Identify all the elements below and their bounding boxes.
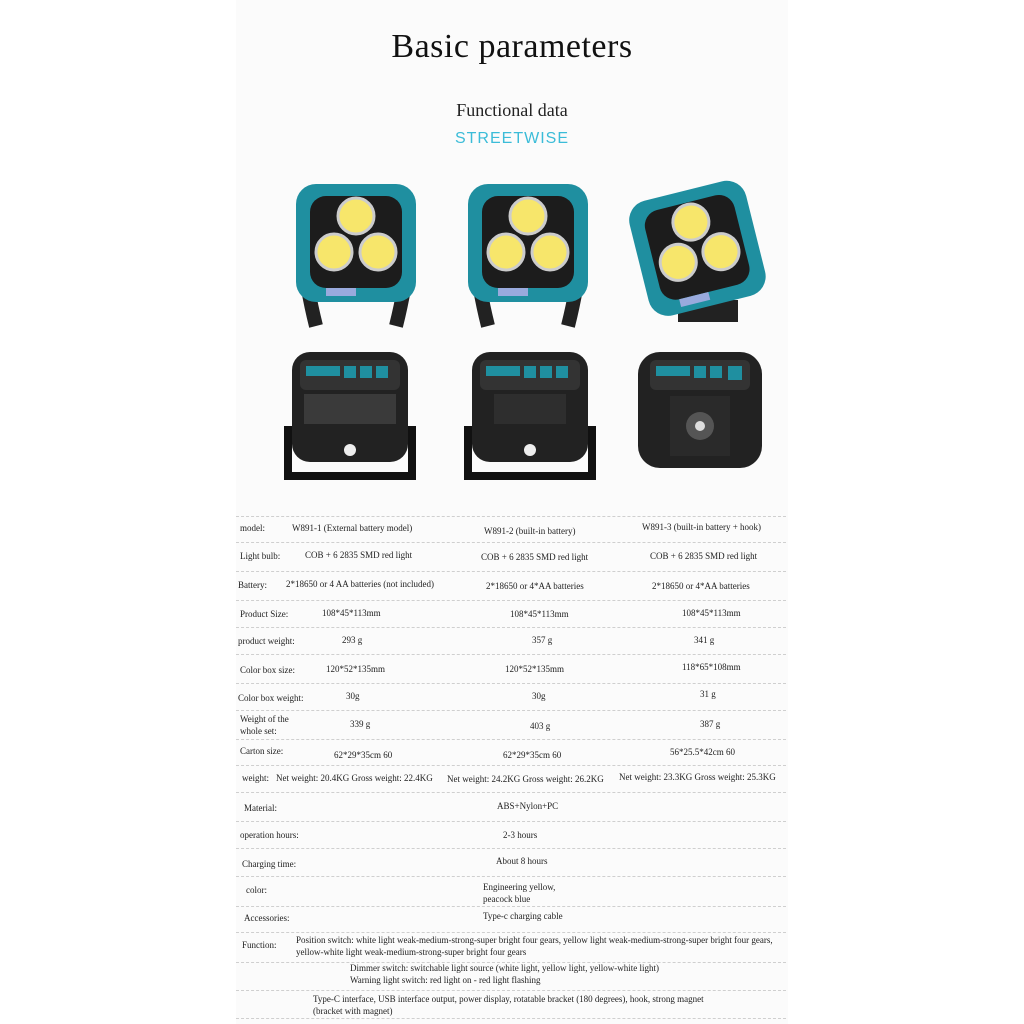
spec-value-model-1: W891-1 (External battery model) xyxy=(292,523,413,533)
product-w891-3-back-image xyxy=(630,346,770,486)
table-divider xyxy=(236,792,786,793)
spec-label-product-size: Product Size: xyxy=(240,609,289,619)
spec-value-function-positions: Position switch: white light weak-medium-strong-super bright four gears, yellow light weak-medium-strong-super bright four gears, yellow-white light weak-medium-strong-super bright four gears xyxy=(296,935,773,957)
spec-label-material: Material: xyxy=(244,803,277,813)
spec-value-battery-1: 2*18650 or 4 AA batteries (not included) xyxy=(286,579,434,589)
spec-label-model: model: xyxy=(240,523,265,533)
spec-label-battery: Battery: xyxy=(238,580,267,590)
spec-value-whole-set-weight-3: 387 g xyxy=(700,719,721,729)
table-divider xyxy=(236,739,786,740)
spec-value-weight-2: Net weight: 24.2KG Gross weight: 26.2KG xyxy=(447,774,604,784)
spec-value-color-box-weight-2: 30g xyxy=(532,691,546,701)
spec-value-product-size-3: 108*45*113mm xyxy=(682,608,741,618)
spec-value-model-3: W891-3 (built-in battery + hook) xyxy=(642,522,762,532)
table-divider xyxy=(236,848,786,849)
table-divider xyxy=(236,683,786,684)
product-w891-1-back-image xyxy=(280,346,420,486)
table-divider xyxy=(236,1018,786,1019)
spec-value-weight-3: Net weight: 23.3KG Gross weight: 25.3KG xyxy=(619,772,776,782)
spec-value-color-box-weight-3: 31 g xyxy=(700,689,716,699)
spec-label-whole-set-weight: Weight of the whole set: xyxy=(240,714,289,736)
spec-value-color: Engineering yellow, peacock blue xyxy=(483,882,556,904)
table-divider xyxy=(236,821,786,822)
table-divider xyxy=(236,600,786,601)
spec-value-color-box-size-1: 120*52*135mm xyxy=(326,664,386,674)
spec-value-product-weight-1: 293 g xyxy=(342,635,363,645)
spec-value-color-box-size-2: 120*52*135mm xyxy=(505,664,565,674)
spec-value-whole-set-weight-2: 403 g xyxy=(530,721,551,731)
spec-value-product-weight-2: 357 g xyxy=(532,635,553,645)
spec-value-model-2: W891-2 (built-in battery) xyxy=(484,526,576,536)
spec-value-color-box-weight-1: 30g xyxy=(346,691,360,701)
spec-value-product-size-1: 108*45*113mm xyxy=(322,608,381,618)
spec-value-light-bulb-3: COB + 6 2835 SMD red light xyxy=(650,551,758,561)
spec-value-weight-1: Net weight: 20.4KG Gross weight: 22.4KG xyxy=(276,773,433,783)
spec-label-accessories: Accessories: xyxy=(244,913,290,923)
spec-label-product-weight: product weight: xyxy=(238,636,295,646)
table-divider xyxy=(236,932,786,933)
product-w891-2-back-image xyxy=(460,346,600,486)
spec-value-accessories: Type-c charging cable xyxy=(483,911,563,921)
spec-label-color-box-size: Color box size: xyxy=(240,665,295,675)
product-w891-2-front-image xyxy=(458,176,598,336)
spec-value-battery-2: 2*18650 or 4*AA batteries xyxy=(486,581,584,591)
spec-value-battery-3: 2*18650 or 4*AA batteries xyxy=(652,581,750,591)
spec-value-operation-hours: 2-3 hours xyxy=(503,830,538,840)
spec-value-light-bulb-2: COB + 6 2835 SMD red light xyxy=(481,552,589,562)
spec-label-weight: weight: xyxy=(242,773,269,783)
table-divider xyxy=(236,627,786,628)
spec-label-color-box-weight: Color box weight: xyxy=(238,693,304,703)
spec-label-charging-time: Charging time: xyxy=(242,859,297,869)
spec-label-color: color: xyxy=(246,885,267,895)
table-divider xyxy=(236,906,786,907)
table-divider xyxy=(236,516,786,517)
spec-value-whole-set-weight-1: 339 g xyxy=(350,719,371,729)
spec-value-function-interfaces: Type-C interface, USB interface output, power display, rotatable bracket (180 degrees), hook, strong magnet (bracket with magnet) xyxy=(313,994,704,1016)
table-divider xyxy=(236,765,786,766)
spec-value-product-size-2: 108*45*113mm xyxy=(510,609,569,619)
table-divider xyxy=(236,710,786,711)
page-title: Basic parameters xyxy=(391,28,633,65)
spec-sheet-page xyxy=(236,0,788,1024)
spec-label-light-bulb: Light bulb: xyxy=(240,551,281,561)
product-w891-1-front-image xyxy=(286,176,426,336)
table-divider xyxy=(236,990,786,991)
spec-label-function: Function: xyxy=(242,940,277,950)
table-divider xyxy=(236,571,786,572)
spec-value-carton-size-2: 62*29*35cm 60 xyxy=(503,750,562,760)
spec-value-charging-time: About 8 hours xyxy=(496,856,548,866)
section-subtitle: Functional data xyxy=(456,100,568,120)
table-divider xyxy=(236,654,786,655)
spec-value-color-box-size-3: 118*65*108mm xyxy=(682,662,741,672)
spec-label-operation-hours: operation hours: xyxy=(240,830,299,840)
spec-value-function-warning: Warning light switch: red light on - red light flashing xyxy=(350,975,541,985)
spec-value-function-dimmer: Dimmer switch: switchable light source (white light, yellow light, yellow-white light) xyxy=(350,963,659,973)
spec-value-light-bulb-1: COB + 6 2835 SMD red light xyxy=(305,550,413,560)
spec-value-product-weight-3: 341 g xyxy=(694,635,715,645)
product-w891-3-front-image xyxy=(628,180,778,330)
spec-label-carton-size: Carton size: xyxy=(240,746,284,756)
spec-value-carton-size-1: 62*29*35cm 60 xyxy=(334,750,393,760)
spec-value-carton-size-3: 56*25.5*42cm 60 xyxy=(670,747,735,757)
table-divider xyxy=(236,876,786,877)
spec-value-material: ABS+Nylon+PC xyxy=(497,801,559,811)
table-divider xyxy=(236,542,786,543)
brand-name: STREETWISE xyxy=(454,130,569,147)
